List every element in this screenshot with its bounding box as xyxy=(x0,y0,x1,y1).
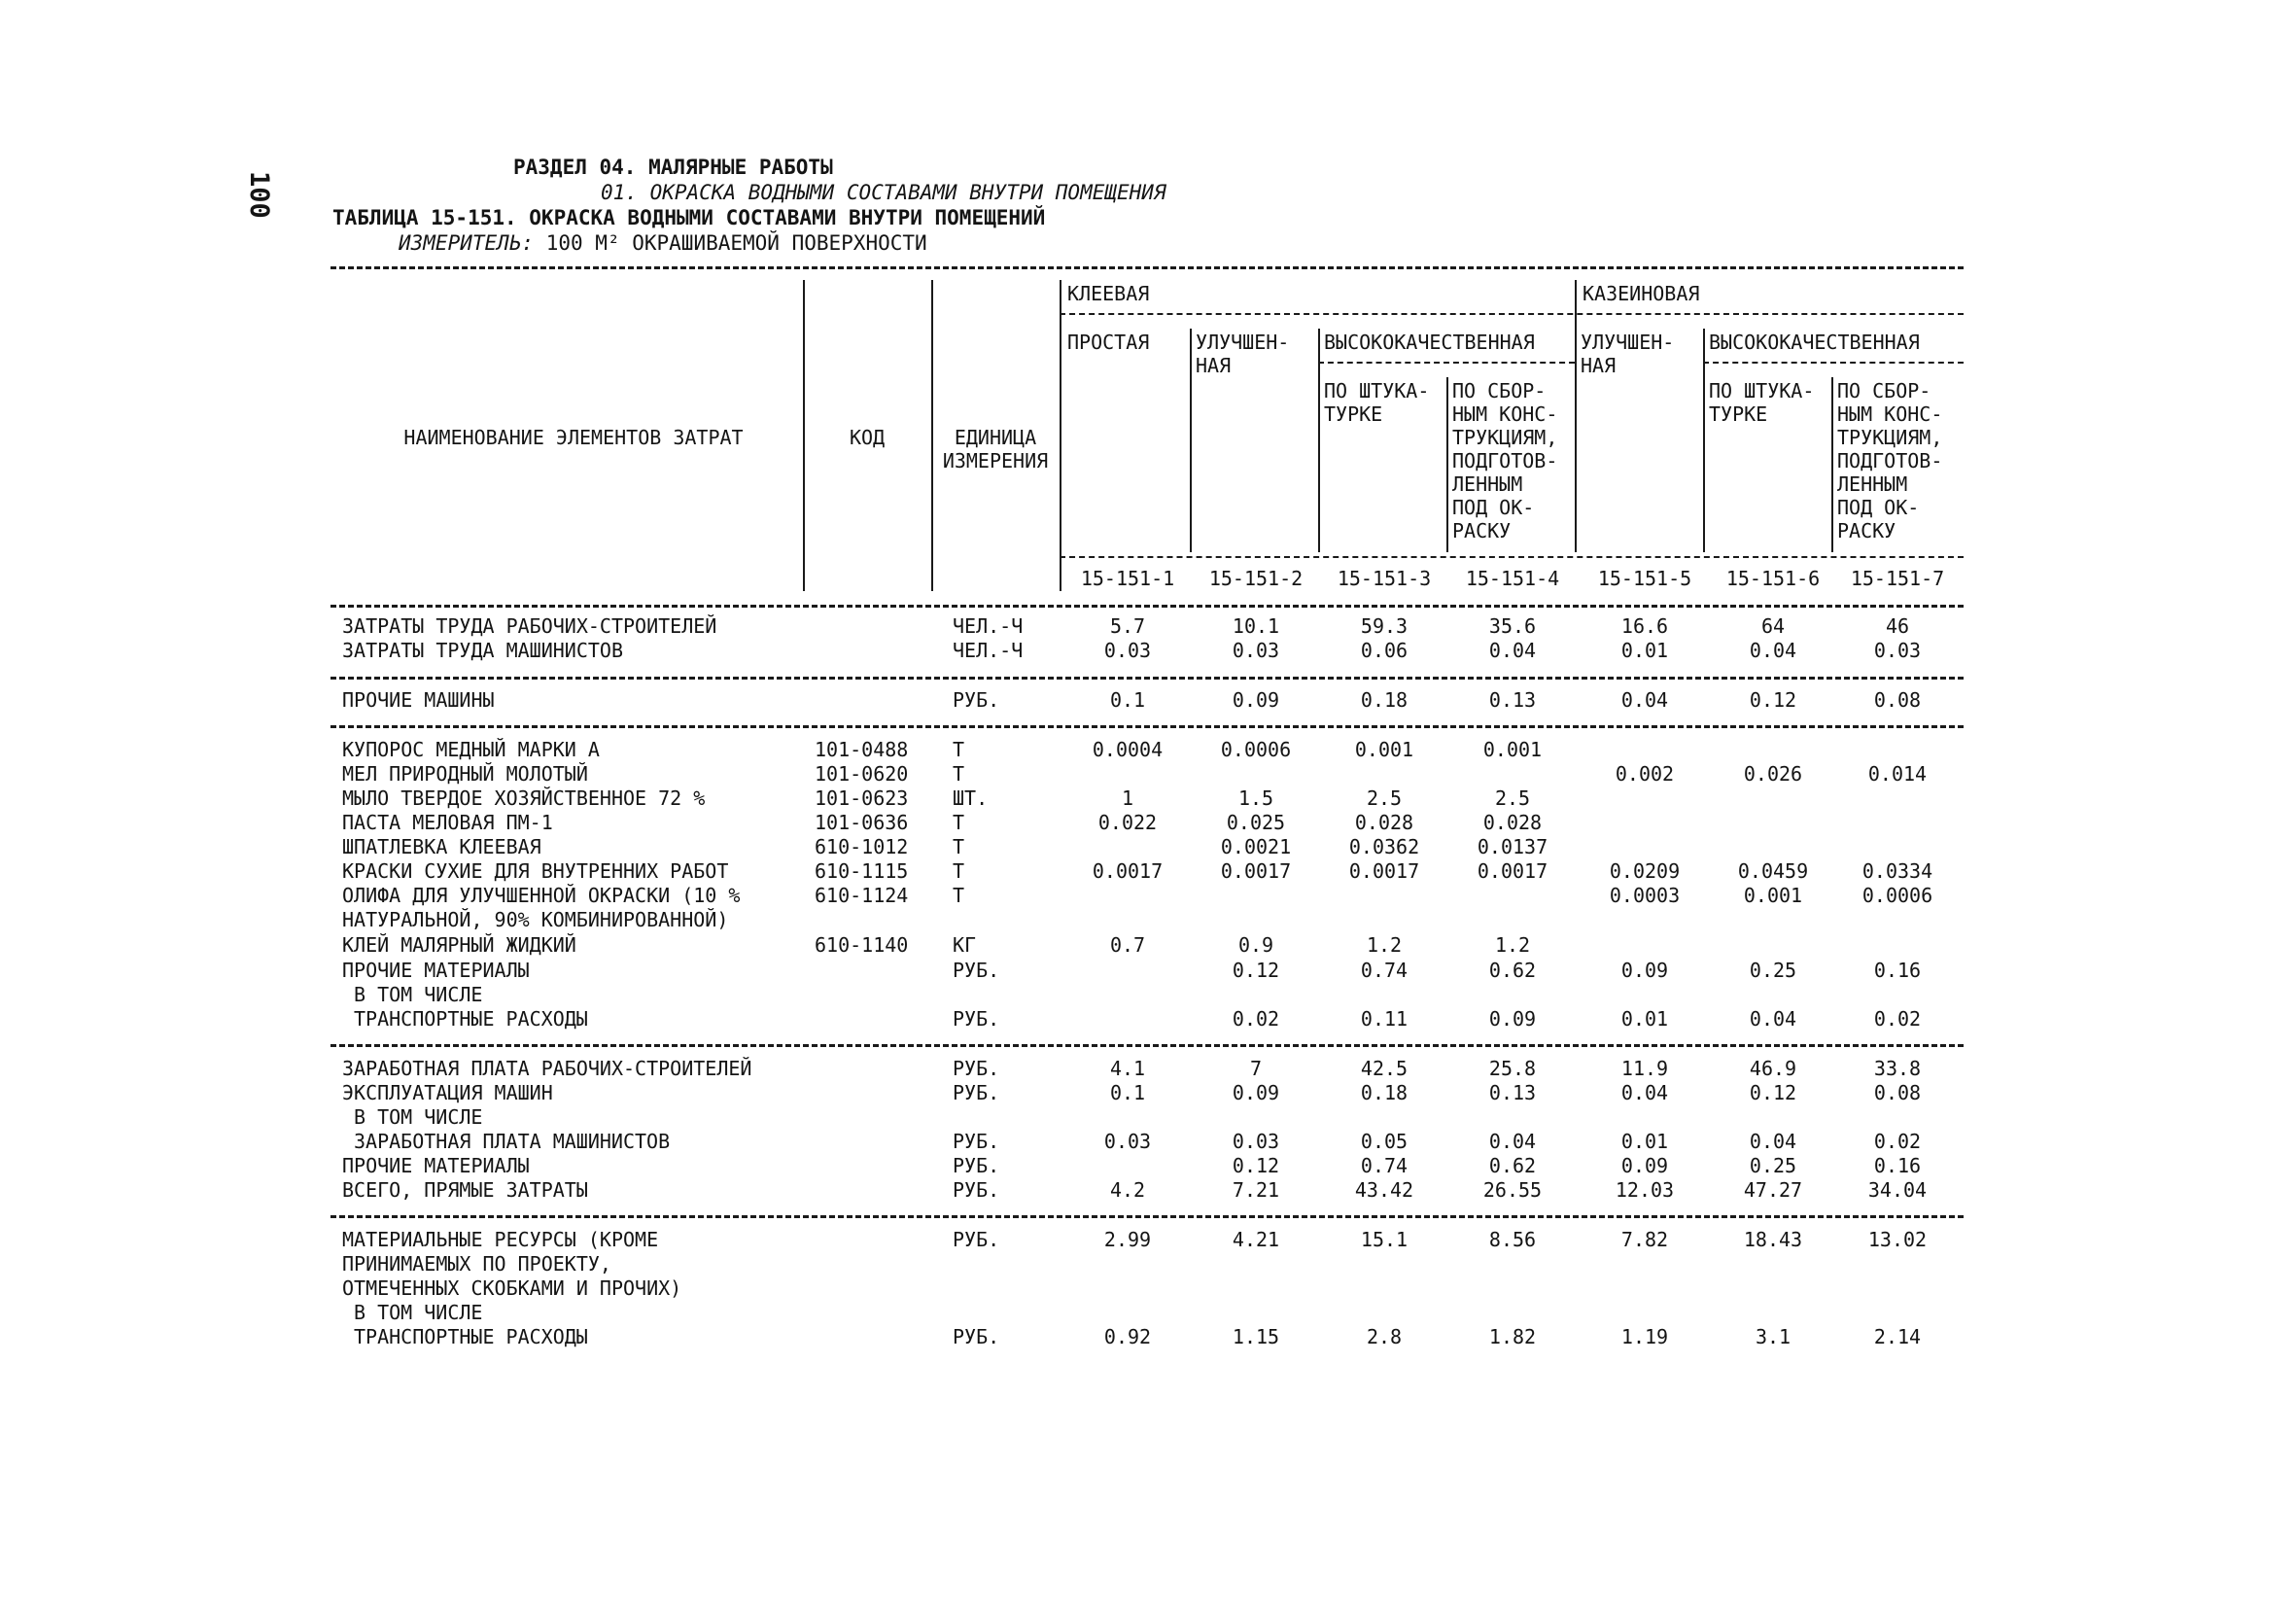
row-value: 0.0459 xyxy=(1737,859,1809,883)
row-value: 0.014 xyxy=(1867,762,1928,786)
row-value: 0.0209 xyxy=(1609,859,1681,883)
row-value: 4.21 xyxy=(1232,1228,1280,1251)
row-value: 0.0017 xyxy=(1220,859,1292,883)
row-value: 0.08 xyxy=(1873,688,1922,712)
header-divider xyxy=(803,280,805,591)
column-code: 15-151-4 xyxy=(1465,567,1560,590)
column-code: 15-151-2 xyxy=(1208,567,1304,590)
row-value: 46 xyxy=(1885,614,1910,638)
row-value: 0.06 xyxy=(1360,639,1409,662)
row-value: 0.12 xyxy=(1232,959,1280,982)
header-rule xyxy=(1318,362,1575,364)
row-value: 43.42 xyxy=(1354,1178,1414,1202)
section-title: РАЗДЕЛ 04. МАЛЯРНЫЕ РАБОТЫ xyxy=(513,156,833,179)
row-value: 7 xyxy=(1249,1057,1263,1080)
row-value: 0.92 xyxy=(1103,1325,1152,1348)
header-simple: ПРОСТАЯ xyxy=(1067,331,1150,354)
row-value: 3.1 xyxy=(1755,1325,1792,1348)
row-name: ЗАРАБОТНАЯ ПЛАТА МАШИНИСТОВ xyxy=(354,1130,671,1153)
row-value: 35.6 xyxy=(1488,614,1537,638)
row-name: ТРАНСПОРТНЫЕ РАСХОДЫ xyxy=(354,1007,588,1031)
row-value: 12.03 xyxy=(1615,1178,1675,1202)
row-value: 0.0334 xyxy=(1861,859,1933,883)
row-value: 0.13 xyxy=(1488,688,1537,712)
row-value: 0.022 xyxy=(1097,811,1158,834)
row-value: 33.8 xyxy=(1873,1057,1922,1080)
row-value: 1.15 xyxy=(1232,1325,1280,1348)
row-value: 0.9 xyxy=(1237,933,1274,957)
row-value: 0.03 xyxy=(1103,639,1152,662)
column-code: 15-151-6 xyxy=(1725,567,1821,590)
header-unit-col: ЕДИНИЦА ИЗМЕРЕНИЯ xyxy=(942,426,1049,472)
row-value: 0.13 xyxy=(1488,1081,1537,1104)
row-value: 0.09 xyxy=(1232,688,1280,712)
row-value: 0.05 xyxy=(1360,1130,1409,1153)
table-top-rule xyxy=(330,266,1964,269)
row-value: 0.74 xyxy=(1360,1154,1409,1177)
row-value: 2.5 xyxy=(1366,787,1403,810)
row-value: 0.0017 xyxy=(1348,859,1420,883)
row-value: 0.09 xyxy=(1488,1007,1537,1031)
table-title: ТАБЛИЦА 15-151. ОКРАСКА ВОДНЫМИ СОСТАВАМИ ВНУТРИ ПОМЕЩЕНИЙ xyxy=(332,206,1046,229)
row-name: ШПАТЛЕВКА КЛЕЕВАЯ xyxy=(342,835,541,858)
row-value: 0.01 xyxy=(1620,1007,1669,1031)
row-value: 0.7 xyxy=(1109,933,1146,957)
row-value: 0.04 xyxy=(1620,1081,1669,1104)
row-value: 0.09 xyxy=(1620,959,1669,982)
row-value: 0.0137 xyxy=(1477,835,1548,858)
row-name: В ТОМ ЧИСЛЕ xyxy=(354,1301,483,1324)
row-value: 0.16 xyxy=(1873,959,1922,982)
row-value: 47.27 xyxy=(1743,1178,1803,1202)
column-code: 15-151-7 xyxy=(1850,567,1945,590)
row-value: 0.02 xyxy=(1873,1007,1922,1031)
row-name: МЫЛО ТВЕРДОЕ ХОЗЯЙСТВЕННОЕ 72 % xyxy=(342,787,706,810)
section-divider xyxy=(330,677,1964,680)
row-value: 8.56 xyxy=(1488,1228,1537,1251)
row-name: КРАСКИ СУХИЕ ДЛЯ ВНУТРЕННИХ РАБОТ xyxy=(342,859,729,883)
row-value: 25.8 xyxy=(1488,1057,1537,1080)
row-unit: РУБ. xyxy=(953,1325,1000,1348)
header-rule xyxy=(1703,362,1964,364)
row-unit: ШТ. xyxy=(953,787,989,810)
row-value: 1.5 xyxy=(1237,787,1274,810)
row-name: ЭКСПЛУАТАЦИЯ МАШИН xyxy=(342,1081,553,1104)
row-code: 610-1124 xyxy=(815,884,909,907)
row-value: 0.0003 xyxy=(1609,884,1681,907)
row-value: 0.01 xyxy=(1620,639,1669,662)
row-value: 18.43 xyxy=(1743,1228,1803,1251)
row-value: 0.002 xyxy=(1615,762,1675,786)
row-unit: ЧЕЛ.-Ч xyxy=(953,614,1024,638)
row-value: 0.08 xyxy=(1873,1081,1922,1104)
header-divider xyxy=(1575,280,1577,552)
row-name: ПРОЧИЕ МАТЕРИАЛЫ xyxy=(342,1154,530,1177)
column-code: 15-151-5 xyxy=(1597,567,1692,590)
row-value: 0.0362 xyxy=(1348,835,1420,858)
row-value: 1.2 xyxy=(1366,933,1403,957)
row-value: 0.18 xyxy=(1360,688,1409,712)
row-value: 4.1 xyxy=(1109,1057,1146,1080)
row-value: 0.04 xyxy=(1620,688,1669,712)
row-unit: Т xyxy=(953,738,965,761)
row-value: 0.04 xyxy=(1749,1130,1797,1153)
subsection-title: 01. ОКРАСКА ВОДНЫМИ СОСТАВАМИ ВНУТРИ ПОМЕЩЕНИЯ xyxy=(601,181,1166,204)
row-name: КЛЕЙ МАЛЯРНЫЙ ЖИДКИЙ xyxy=(342,933,576,957)
row-value: 0.09 xyxy=(1620,1154,1669,1177)
row-name: КУПОРОС МЕДНЫЙ МАРКИ А xyxy=(342,738,600,761)
row-value: 7.21 xyxy=(1232,1178,1280,1202)
row-name: ПАСТА МЕЛОВАЯ ПМ-1 xyxy=(342,811,553,834)
row-value: 1 xyxy=(1121,787,1134,810)
row-value: 0.04 xyxy=(1488,639,1537,662)
header-group-casein: КАЗЕИНОВАЯ xyxy=(1583,282,1700,305)
row-name: ПРОЧИЕ МАТЕРИАЛЫ xyxy=(342,959,530,982)
row-unit: РУБ. xyxy=(953,1178,1000,1202)
row-value: 0.18 xyxy=(1360,1081,1409,1104)
row-value: 0.04 xyxy=(1749,639,1797,662)
header-divider xyxy=(1446,377,1448,552)
row-value: 0.0006 xyxy=(1861,884,1933,907)
header-improved-casein: УЛУЧШЕН- НАЯ xyxy=(1581,331,1675,377)
row-value: 2.14 xyxy=(1873,1325,1922,1348)
row-name: ЗАТРАТЫ ТРУДА МАШИНИСТОВ xyxy=(342,639,623,662)
row-value: 59.3 xyxy=(1360,614,1409,638)
row-unit: РУБ. xyxy=(953,1057,1000,1080)
row-value: 0.04 xyxy=(1488,1130,1537,1153)
row-name: ТРАНСПОРТНЫЕ РАСХОДЫ xyxy=(354,1325,588,1348)
row-unit: Т xyxy=(953,835,965,858)
row-value: 0.01 xyxy=(1620,1130,1669,1153)
row-unit: РУБ. xyxy=(953,1007,1000,1031)
row-value: 0.12 xyxy=(1749,688,1797,712)
column-code: 15-151-3 xyxy=(1337,567,1432,590)
row-name: В ТОМ ЧИСЛЕ xyxy=(354,1105,483,1129)
row-unit: ЧЕЛ.-Ч xyxy=(953,639,1024,662)
row-name: МЕЛ ПРИРОДНЫЙ МОЛОТЫЙ xyxy=(342,762,588,786)
row-code: 610-1012 xyxy=(815,835,909,858)
row-unit: Т xyxy=(953,811,965,834)
section-divider xyxy=(330,1215,1964,1218)
row-value: 0.62 xyxy=(1488,1154,1537,1177)
header-name-col: НАИМЕНОВАНИЕ ЭЛЕМЕНТОВ ЗАТРАТ xyxy=(403,426,744,449)
row-code: 610-1140 xyxy=(815,933,909,957)
column-code: 15-151-1 xyxy=(1080,567,1175,590)
row-value: 0.028 xyxy=(1354,811,1414,834)
row-value: 0.001 xyxy=(1482,738,1543,761)
row-value: 0.03 xyxy=(1232,639,1280,662)
section-divider xyxy=(330,1044,1964,1047)
row-name: ЗАТРАТЫ ТРУДА РАБОЧИХ-СТРОИТЕЛЕЙ xyxy=(342,614,717,638)
row-value: 0.0006 xyxy=(1220,738,1292,761)
row-value: 1.19 xyxy=(1620,1325,1669,1348)
row-value: 26.55 xyxy=(1482,1178,1543,1202)
row-value: 0.0021 xyxy=(1220,835,1292,858)
row-code: 101-0636 xyxy=(815,811,909,834)
row-name: ЗАРАБОТНАЯ ПЛАТА РАБОЧИХ-СТРОИТЕЛЕЙ xyxy=(342,1057,752,1080)
header-divider xyxy=(1060,280,1061,591)
row-value: 0.25 xyxy=(1749,959,1797,982)
row-unit: Т xyxy=(953,762,965,786)
header-on-plaster-casein: ПО ШТУКА- ТУРКЕ xyxy=(1709,379,1815,426)
row-value: 34.04 xyxy=(1867,1178,1928,1202)
row-value: 0.1 xyxy=(1109,688,1146,712)
row-value: 13.02 xyxy=(1867,1228,1928,1251)
unit-text: 100 М² ОКРАШИВАЕМОЙ ПОВЕРХНОСТИ xyxy=(545,231,927,255)
header-high-quality: ВЫСОКОКАЧЕСТВЕННАЯ xyxy=(1324,331,1535,354)
section-divider xyxy=(330,725,1964,728)
row-value: 0.74 xyxy=(1360,959,1409,982)
row-value: 0.04 xyxy=(1749,1007,1797,1031)
row-value: 0.25 xyxy=(1749,1154,1797,1177)
row-unit: РУБ. xyxy=(953,1154,1000,1177)
row-value: 0.12 xyxy=(1232,1154,1280,1177)
row-value: 0.0004 xyxy=(1092,738,1164,761)
header-on-plaster: ПО ШТУКА- ТУРКЕ xyxy=(1324,379,1430,426)
header-divider xyxy=(1190,329,1192,552)
row-value: 2.99 xyxy=(1103,1228,1152,1251)
row-name: ОТМЕЧЕННЫХ СКОБКАМИ И ПРОЧИХ) xyxy=(342,1276,682,1300)
row-value: 0.026 xyxy=(1743,762,1803,786)
row-unit: РУБ. xyxy=(953,1130,1000,1153)
row-value: 2.5 xyxy=(1494,787,1531,810)
row-name: ВСЕГО, ПРЯМЫЕ ЗАТРАТЫ xyxy=(342,1178,588,1202)
row-value: 0.001 xyxy=(1743,884,1803,907)
row-value: 10.1 xyxy=(1232,614,1280,638)
row-value: 0.001 xyxy=(1354,738,1414,761)
row-value: 0.03 xyxy=(1873,639,1922,662)
page-number: 100 xyxy=(244,171,274,219)
row-unit: РУБ. xyxy=(953,1081,1000,1104)
header-code-col: КОД xyxy=(849,426,886,449)
row-unit: Т xyxy=(953,884,965,907)
row-code: 101-0488 xyxy=(815,738,909,761)
header-high-quality-casein: ВЫСОКОКАЧЕСТВЕННАЯ xyxy=(1709,331,1920,354)
row-unit: РУБ. xyxy=(953,1228,1000,1251)
row-value: 4.2 xyxy=(1109,1178,1146,1202)
row-name: МАТЕРИАЛЬНЫЕ РЕСУРСЫ (КРОМЕ xyxy=(342,1228,659,1251)
header-on-prefab-casein: ПО СБОР- НЫМ КОНС- ТРУКЦИЯМ, ПОДГОТОВ- ЛЕННЫМ ПОД ОК- РАСКУ xyxy=(1837,379,1943,542)
row-value: 42.5 xyxy=(1360,1057,1409,1080)
row-value: 1.82 xyxy=(1488,1325,1537,1348)
row-unit: РУБ. xyxy=(953,959,1000,982)
header-rule xyxy=(1060,313,1964,315)
row-value: 0.11 xyxy=(1360,1007,1409,1031)
row-value: 1.2 xyxy=(1494,933,1531,957)
row-name: ПРИНИМАЕМЫХ ПО ПРОЕКТУ, xyxy=(342,1252,611,1276)
row-value: 7.82 xyxy=(1620,1228,1669,1251)
row-value: 64 xyxy=(1760,614,1786,638)
row-name: В ТОМ ЧИСЛЕ xyxy=(354,983,483,1006)
row-value: 0.16 xyxy=(1873,1154,1922,1177)
header-on-prefab: ПО СБОР- НЫМ КОНС- ТРУКЦИЯМ, ПОДГОТОВ- ЛЕННЫМ ПОД ОК- РАСКУ xyxy=(1452,379,1558,542)
unit-label: ИЗМЕРИТЕЛЬ: xyxy=(399,231,535,255)
header-group-glue: КЛЕЕВАЯ xyxy=(1067,282,1150,305)
row-value: 16.6 xyxy=(1620,614,1669,638)
row-unit: Т xyxy=(953,859,965,883)
row-code: 101-0620 xyxy=(815,762,909,786)
row-value: 46.9 xyxy=(1749,1057,1797,1080)
row-name: НАТУРАЛЬНОЙ, 90% КОМБИНИРОВАННОЙ) xyxy=(342,908,729,931)
row-value: 0.02 xyxy=(1232,1007,1280,1031)
row-name: ОЛИФА ДЛЯ УЛУЧШЕННОЙ ОКРАСКИ (10 % xyxy=(342,884,741,907)
header-rule xyxy=(1060,556,1964,558)
row-value: 15.1 xyxy=(1360,1228,1409,1251)
row-value: 0.028 xyxy=(1482,811,1543,834)
row-value: 0.03 xyxy=(1103,1130,1152,1153)
row-value: 0.09 xyxy=(1232,1081,1280,1104)
row-value: 0.0017 xyxy=(1092,859,1164,883)
row-value: 0.03 xyxy=(1232,1130,1280,1153)
row-value: 0.025 xyxy=(1226,811,1286,834)
row-code: 101-0623 xyxy=(815,787,909,810)
unit-line xyxy=(399,231,927,255)
row-value: 0.12 xyxy=(1749,1081,1797,1104)
row-name: ПРОЧИЕ МАШИНЫ xyxy=(342,688,495,712)
row-value: 5.7 xyxy=(1109,614,1146,638)
row-code: 610-1115 xyxy=(815,859,909,883)
row-value: 0.02 xyxy=(1873,1130,1922,1153)
row-unit: РУБ. xyxy=(953,688,1000,712)
header-divider xyxy=(1831,377,1833,552)
header-improved: УЛУЧШЕН- НАЯ xyxy=(1196,331,1290,377)
row-value: 0.62 xyxy=(1488,959,1537,982)
section-divider xyxy=(330,605,1964,608)
row-value: 2.8 xyxy=(1366,1325,1403,1348)
header-divider xyxy=(931,280,933,591)
row-unit: КГ xyxy=(953,933,977,957)
row-value: 11.9 xyxy=(1620,1057,1669,1080)
row-value: 0.0017 xyxy=(1477,859,1548,883)
row-value: 0.1 xyxy=(1109,1081,1146,1104)
